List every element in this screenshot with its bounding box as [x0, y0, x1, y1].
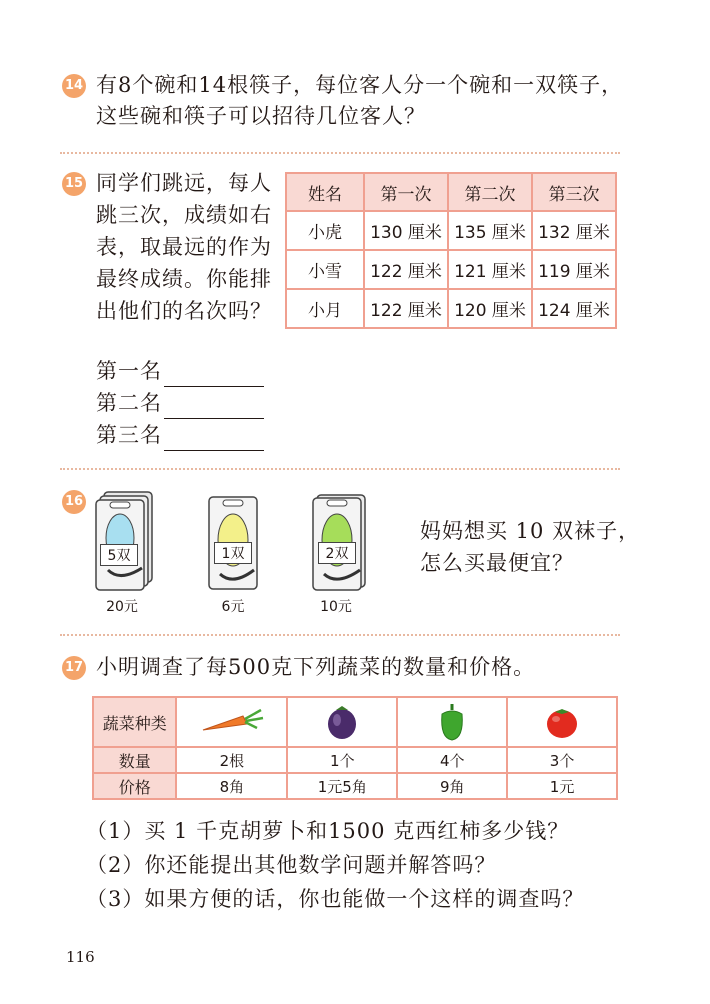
long-jump-table [285, 172, 617, 329]
table-header: 姓名 [286, 173, 364, 211]
divider [60, 634, 620, 636]
pack-price: 20元 [106, 599, 138, 615]
table-cell: 132 厘米 [532, 211, 616, 250]
q16-line-2: 怎么买最便宜？ [420, 551, 574, 575]
question-number-14: 14 [62, 74, 86, 98]
eggplant-cell [287, 697, 397, 747]
table-cell: 4个 [397, 747, 507, 773]
table-cell: 1个 [287, 747, 397, 773]
pack-price: 6元 [221, 599, 245, 615]
sock-pack-icon [92, 488, 156, 592]
table-cell: 小雪 [286, 250, 364, 289]
q17-question-3: （3）如果方便的话，你也能做一个这样的调查吗？ [86, 887, 585, 911]
table-header: 蔬菜种类 [93, 697, 176, 747]
table-row [286, 289, 616, 328]
question-number-15: 15 [62, 172, 86, 196]
sock-pack-5-pairs [92, 488, 156, 592]
q15-line-1: 同学们跳远，每人 [96, 171, 272, 195]
divider [60, 152, 620, 154]
table-cell: 3个 [507, 747, 617, 773]
q17-question-2: （2）你还能提出其他数学问题并解答吗？ [86, 853, 497, 877]
table-cell: 9角 [397, 773, 507, 799]
table-cell: 119 厘米 [532, 250, 616, 289]
table-cell: 8角 [176, 773, 287, 799]
table-cell: 120 厘米 [448, 289, 532, 328]
pepper-icon [434, 702, 470, 742]
question-number-17: 17 [62, 656, 86, 680]
rank-third [96, 420, 264, 451]
answer-blank[interactable] [164, 398, 264, 419]
answer-blank[interactable] [164, 366, 264, 387]
q17-question-1: （1）买 1 千克胡萝卜和1500 克西红柿多少钱？ [86, 819, 570, 843]
tomato-cell [507, 697, 617, 747]
table-row [286, 211, 616, 250]
table-cell: 数量 [93, 747, 176, 773]
question-number-16: 16 [62, 490, 86, 514]
table-cell: 小月 [286, 289, 364, 328]
carrot-cell [176, 697, 287, 747]
eggplant-icon [322, 702, 362, 742]
table-cell: 121 厘米 [448, 250, 532, 289]
table-row [93, 747, 617, 773]
table-cell: 价格 [93, 773, 176, 799]
table-cell: 124 厘米 [532, 289, 616, 328]
carrot-icon [197, 704, 267, 740]
table-cell: 135 厘米 [448, 211, 532, 250]
table-header: 第一次 [364, 173, 448, 211]
rank-first [96, 356, 264, 387]
table-cell: 1元5角 [287, 773, 397, 799]
answer-blank[interactable] [164, 430, 264, 451]
q14-line-1: 有8个碗和14根筷子，每位客人分一个碗和一双筷子， [96, 73, 624, 97]
divider [60, 468, 620, 470]
table-cell: 1元 [507, 773, 617, 799]
table-header: 第三次 [532, 173, 616, 211]
table-cell: 2根 [176, 747, 287, 773]
pack-label: 2双 [318, 542, 356, 564]
q15-line-5: 出他们的名次吗？ [96, 299, 272, 323]
table-cell: 122 厘米 [364, 250, 448, 289]
tomato-icon [543, 704, 581, 740]
table-cell: 小虎 [286, 211, 364, 250]
table-header: 第二次 [448, 173, 532, 211]
pack-label: 1双 [214, 542, 252, 564]
sock-pack-1-pair [206, 494, 260, 592]
table-row [93, 773, 617, 799]
q15-line-2: 跳三次，成绩如右 [96, 203, 272, 227]
q17-title: 小明调查了每500克下列蔬菜的数量和价格。 [96, 655, 536, 679]
vegetable-table [92, 696, 618, 800]
table-cell: 122 厘米 [364, 289, 448, 328]
rank-second [96, 388, 264, 419]
pack-price: 10元 [320, 599, 352, 615]
page-number: 116 [66, 948, 95, 966]
q15-line-3: 表，取最远的作为 [96, 235, 272, 259]
pepper-cell [397, 697, 507, 747]
table-cell: 130 厘米 [364, 211, 448, 250]
q16-line-1: 妈妈想买 10 双袜子， [420, 519, 641, 543]
q15-line-4: 最终成绩。你能排 [96, 267, 272, 291]
sock-pack-2-pairs [310, 492, 368, 592]
q14-line-2: 这些碗和筷子可以招待几位客人？ [96, 104, 426, 128]
pack-label: 5双 [100, 544, 138, 566]
rank-label: 第一名 [96, 359, 162, 383]
table-row [286, 250, 616, 289]
rank-label: 第二名 [96, 391, 162, 415]
rank-label: 第三名 [96, 423, 162, 447]
